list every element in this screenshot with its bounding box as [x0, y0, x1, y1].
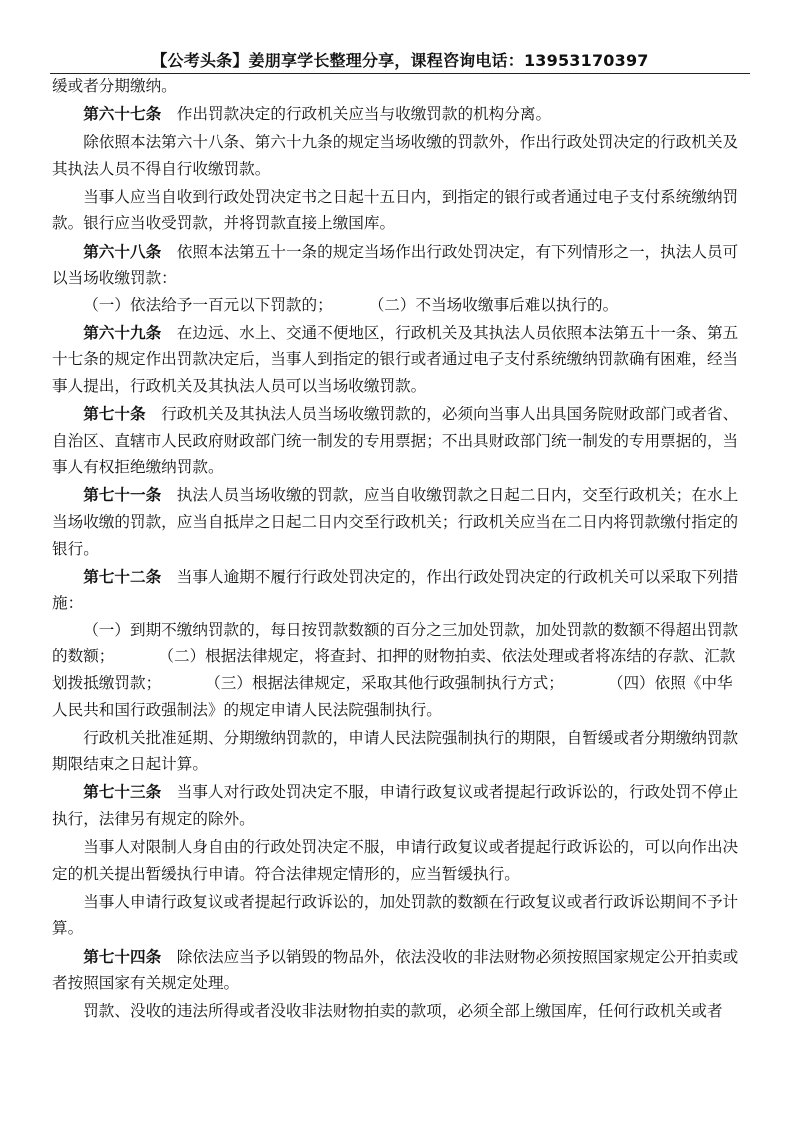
list-item: （三）根据法律规定，采取其他行政强制执行方式；: [205, 674, 564, 693]
paragraph: 行政机关批准延期、分期缴纳罚款的，申请人民法院强制执行的期限，自暂缓或者分期缴纳罚款期限结束之日起计算。: [52, 728, 739, 774]
article-73: 第七十三条 当事人对行政处罚决定不服，申请行政复议或者提起行政诉讼的，行政处罚不停止执行，法律另有规定的除外。: [52, 783, 739, 829]
article-heading: 第七十四条: [83, 947, 162, 966]
article-heading: 第六十九条: [83, 323, 162, 342]
article-heading: 第七十二条: [83, 567, 162, 586]
article-heading: 第七十一条: [83, 486, 162, 505]
article-69: 第六十九条 在边远、水上、交通不便地区，行政机关及其执法人员依照本法第五十一条、第五十七条的规定作出罚款决定后，当事人到指定的银行或者通过电子支付系统缴纳罚款确有困难，经当事人提出，行政机关及其执法人员可以当场收缴罚款。: [52, 323, 739, 396]
article-72: 第七十二条 当事人逾期不履行行政处罚决定的，作出行政处罚决定的行政机关可以采取下列措施：: [52, 567, 739, 613]
paragraph: 罚款、没收的违法所得或者没收非法财物拍卖的款项，必须全部上缴国库，任何行政机关或者: [83, 1002, 723, 1021]
list-item: （二）根据法律规定，将查封、扣押的财物拍卖、依法处理或者将冻结的存款、汇款划拨抵缴罚款；: [52, 647, 736, 693]
article-70: 第七十条 行政机关及其执法人员当场收缴罚款的，必须向当事人出具国务院财政部门或者省、自治区、直辖市人民政府财政部门统一制发的专用票据；不出具财政部门统一制发的专用票据的，当事人有权拒绝缴纳罚款。: [52, 405, 739, 477]
article-heading: 第七十三条: [83, 783, 162, 802]
list-item: （一）到期不缴纳罚款的，每日按罚款数额的百分之三加处罚款，加处罚款的数额不得超出罚款的数额；: [52, 620, 739, 666]
article-72-items: [52, 617, 744, 723]
paragraph: 当事人对限制人身自由的行政处罚决定不服，申请行政复议或者提起行政诉讼的，可以向作出决定的机关提出暂缓执行申请。符合法律规定情形的，应当暂缓执行。: [52, 838, 739, 883]
article-74: 第七十四条 除依法应当予以销毁的物品外，依法没收的非法财物必须按照国家规定公开拍卖或者按照国家有关规定处理。: [52, 947, 739, 993]
paragraph: 缓或者分期缴纳。: [52, 77, 177, 95]
list-item: （二）不当场收缴事后难以执行的。: [368, 295, 619, 314]
paragraph: 除依照本法第六十八条、第六十九条的规定当场收缴的罚款外，作出行政处罚决定的行政机关及其执法人员不得自行收缴罚款。: [52, 133, 739, 178]
document-body: [52, 73, 744, 1025]
list-item: （一）依法给予一百元以下罚款的；: [83, 295, 333, 314]
page-header: 【公考头条】姜朋享学长整理分享，课程咨询电话：13953170397: [151, 51, 649, 70]
article-71: 第七十一条 执法人员当场收缴的罚款，应当自收缴罚款之日起二日内，交至行政机关；在水上当场收缴的罚款，应当自抵岸之日起二日内交至行政机关；行政机关应当在二日内将罚款缴付指定的银行。: [52, 486, 739, 558]
article-68-items: [52, 292, 744, 319]
article-heading: 第六十七条: [83, 105, 162, 124]
article-heading: 第六十八条: [83, 242, 162, 261]
paragraph: 当事人申请行政复议或者提起行政诉讼的，加处罚款的数额在行政复议或者行政诉讼期间不予计算。: [52, 892, 739, 938]
article-heading: 第七十条: [83, 405, 146, 424]
paragraph: 当事人应当自收到行政处罚决定书之日起十五日内，到指定的银行或者通过电子支付系统缴纳罚款。银行应当收受罚款，并将罚款直接上缴国库。: [52, 187, 739, 233]
article-67: 第六十七条 作出罚款决定的行政机关应当与收缴罚款的机构分离。: [83, 105, 552, 124]
article-68: 第六十八条 依照本法第五十一条的规定当场作出行政处罚决定，有下列情形之一，执法人员可以当场收缴罚款：: [52, 242, 739, 288]
list-item: （四）依照《中华人民共和国行政强制法》的规定申请人民法院强制执行。: [52, 674, 733, 719]
